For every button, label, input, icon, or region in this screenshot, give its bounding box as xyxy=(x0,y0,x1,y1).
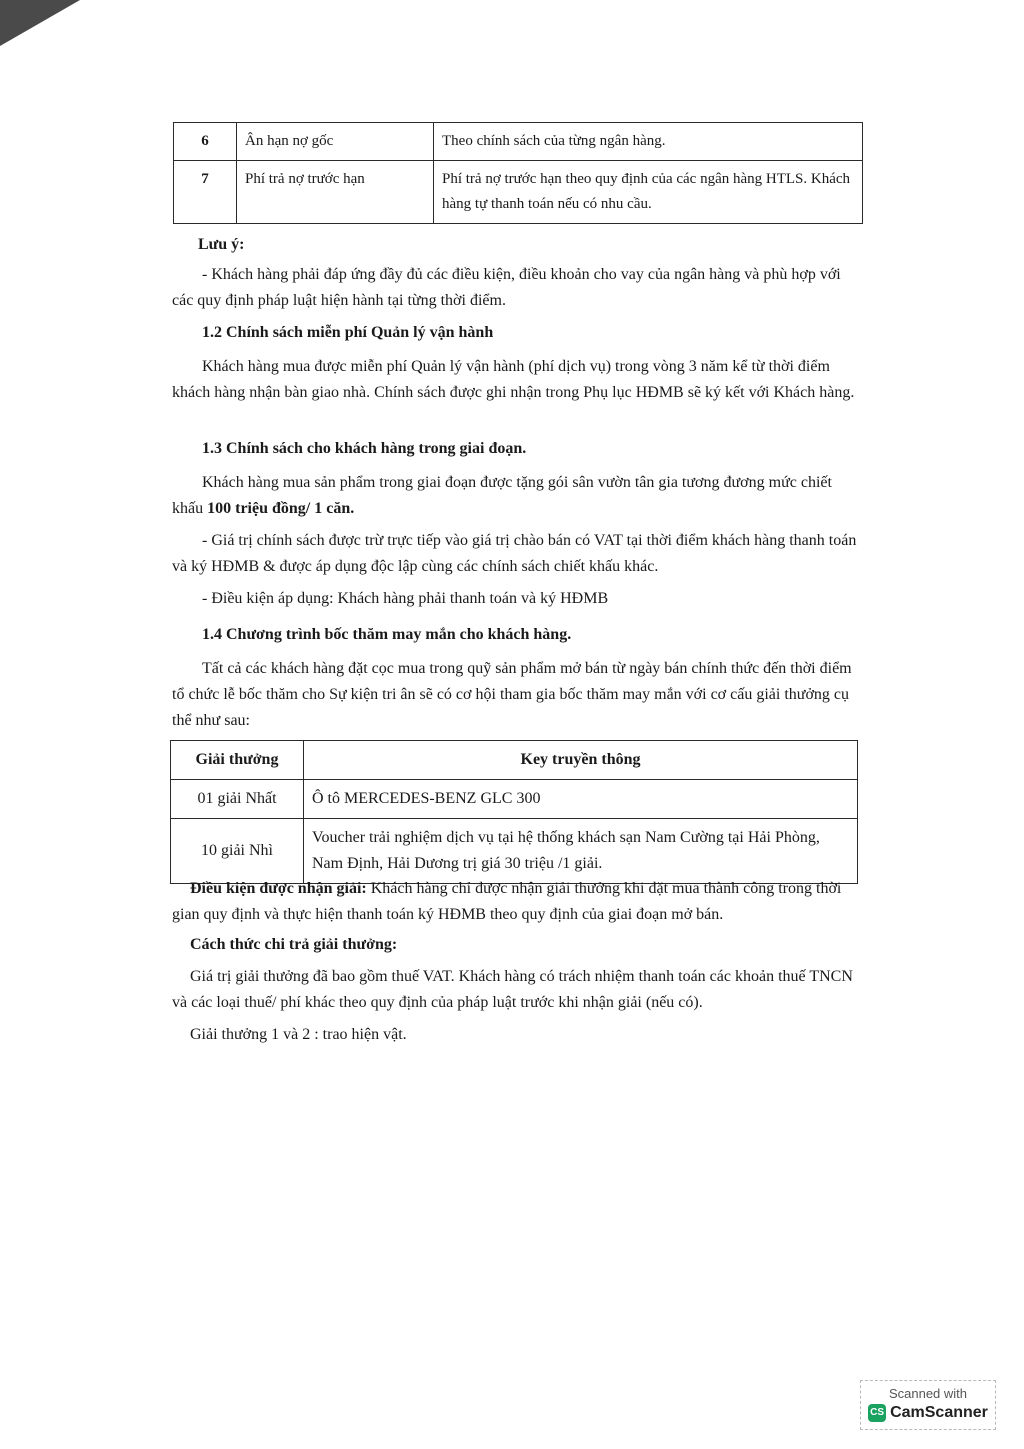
prize-table xyxy=(170,740,858,884)
row-number: 6 xyxy=(174,123,237,161)
column-header-key: Key truyền thông xyxy=(304,741,858,780)
payment-paragraph: Giải thưởng 1 và 2 : trao hiện vật. xyxy=(190,1026,407,1043)
section-paragraph xyxy=(172,470,862,522)
conditions-section xyxy=(172,876,862,928)
section-heading: 1.2 Chính sách miễn phí Quản lý vận hành xyxy=(202,324,494,341)
section-paragraph: - Điều kiện áp dụng: Khách hàng phải thanh toán và ký HĐMB xyxy=(202,590,609,607)
section-heading: 1.3 Chính sách cho khách hàng trong giai đoạn. xyxy=(202,440,527,457)
section-1-4 xyxy=(172,622,862,734)
note-section xyxy=(172,232,862,314)
prize-description: Voucher trải nghiệm dịch vụ tại hệ thống khách sạn Nam Cường tại Hải Phòng, Nam Định, Hải Dương trị giá 30 triệu /1 giải. xyxy=(304,819,858,884)
row-description: Phí trả nợ trước hạn theo quy định của các ngân hàng HTLS. Khách hàng tự thanh toán nếu có nhu cầu. xyxy=(434,161,863,224)
prize-name: 10 giải Nhì xyxy=(171,819,304,884)
watermark-caption: Scanned with xyxy=(888,1386,968,1401)
row-item: Ân hạn nợ gốc xyxy=(237,123,434,161)
conditions-paragraph xyxy=(172,876,862,928)
camscanner-watermark xyxy=(860,1380,996,1430)
row-item: Phí trả nợ trước hạn xyxy=(237,161,434,224)
payment-section xyxy=(172,932,862,1048)
section-heading: 1.4 Chương trình bốc thăm may mắn cho khách hàng. xyxy=(202,626,572,643)
note-text: - Khách hàng phải đáp ứng đầy đủ các điều kiện, điều khoản cho vay của ngân hàng và phù hợp với các quy định pháp luật hiện hành tại từng thời điểm. xyxy=(172,266,841,309)
payment-paragraph: Giá trị giải thưởng đã bao gồm thuế VAT. Khách hàng có trách nhiệm thanh toán các khoản thuế TNCN và các loại thuế/ phí khác theo quy định của pháp luật trước khi nhận giải (nếu có). xyxy=(172,968,853,1011)
loan-terms-table xyxy=(173,122,863,224)
section-1-2 xyxy=(172,320,862,406)
section-paragraph: Khách hàng mua được miễn phí Quản lý vận hành (phí dịch vụ) trong vòng 3 năm kể từ thời điểm khách hàng nhận bàn giao nhà. Chính sách được ghi nhận trong Phụ lục HĐMB sẽ ký kết với Khách hàng. xyxy=(172,358,855,401)
table-row xyxy=(171,819,858,884)
watermark-brand: CamScanner xyxy=(890,1404,988,1421)
prize-description: Ô tô MERCEDES-BENZ GLC 300 xyxy=(304,780,858,819)
table-row xyxy=(174,161,863,224)
table-row xyxy=(171,780,858,819)
table-header-row xyxy=(171,741,858,780)
payment-label: Cách thức chi trả giải thưởng: xyxy=(190,936,398,953)
table-row xyxy=(174,123,863,161)
paragraph-text: Khách hàng mua sản phẩm trong giai đoạn được tặng gói sân vườn tân gia tương đương mức chiết khấu xyxy=(172,474,832,517)
section-paragraph: Tất cả các khách hàng đặt cọc mua trong quỹ sản phẩm mở bán từ ngày bán chính thức đến thời điểm tổ chức lễ bốc thăm cho Sự kiện tri ân sẽ có cơ hội tham gia bốc thăm may mắn với cơ cấu giải thưởng cụ thể như sau: xyxy=(172,660,852,729)
row-number: 7 xyxy=(174,161,237,224)
section-1-3 xyxy=(172,436,862,612)
discount-amount: 100 triệu đồng/ 1 căn. xyxy=(207,500,355,517)
conditions-label: Điều kiện được nhận giải: xyxy=(190,880,367,897)
prize-name: 01 giải Nhất xyxy=(171,780,304,819)
conditions-text: Khách hàng chỉ được nhận giải thưởng khi đặt mua thành công trong thời gian quy định và thực hiện thanh toán ký HĐMB theo quy định của giai đoạn mở bán. xyxy=(172,880,842,923)
column-header-prize: Giải thưởng xyxy=(171,741,304,780)
section-paragraph: - Giá trị chính sách được trừ trực tiếp vào giá trị chào bán có VAT tại thời điểm khách hàng thanh toán và ký HĐMB & được áp dụng độc lập cùng các chính sách chiết khấu khác. xyxy=(172,532,857,575)
watermark-brand-row xyxy=(861,1404,995,1422)
note-label: Lưu ý: xyxy=(198,236,245,253)
camscanner-logo-icon: CS xyxy=(868,1404,886,1422)
row-description: Theo chính sách của từng ngân hàng. xyxy=(434,123,863,161)
